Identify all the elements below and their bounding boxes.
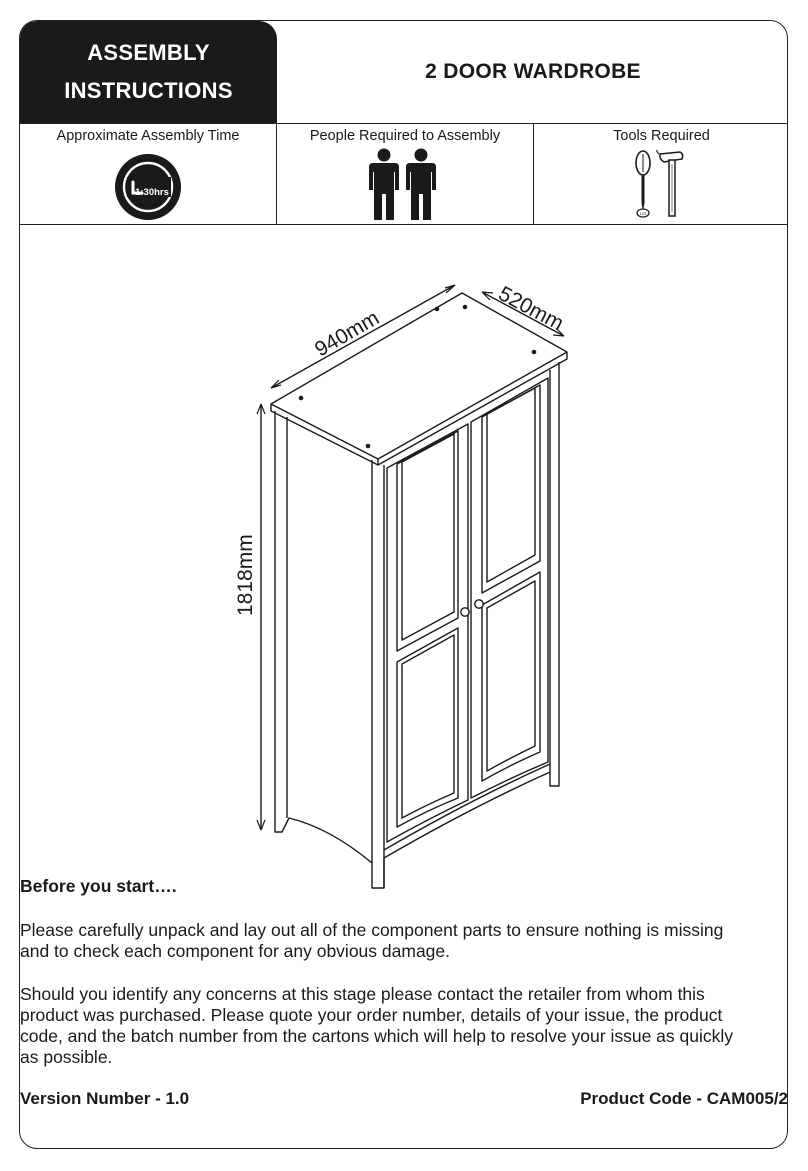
intro-paragraph-1: Please carefully unpack and lay out all of the component parts to ensure nothing is missing and to check each component for any obvious damage. [20, 920, 724, 961]
before-you-start-heading: Before you start…. [20, 876, 177, 896]
wardrobe-top [271, 293, 567, 465]
height-dimension-label: 1818mm [234, 534, 257, 616]
wardrobe-left-door [387, 424, 468, 842]
people-required-label: People Required to Assembly [309, 128, 501, 144]
badge-line-2: INSTRUCTIONS [64, 78, 233, 103]
version-number: Version Number - 1.0 [20, 1089, 190, 1108]
door-knob [475, 600, 483, 608]
svg-text:123: 123 [639, 211, 647, 216]
depth-dimension-label: 520mm [494, 282, 568, 336]
door-knob [461, 608, 469, 616]
clock-time-text: 1:30hrs [135, 187, 169, 198]
tools-required-label: Tools Required [613, 128, 710, 144]
assembly-time-label: Approximate Assembly Time [56, 128, 240, 144]
wardrobe-side-panel [275, 411, 384, 888]
width-dimension-label: 940mm [311, 306, 384, 362]
product-code: Product Code - CAM005/2 [580, 1089, 788, 1108]
badge-line-1: ASSEMBLY [87, 40, 210, 65]
intro-paragraph-2: Should you identify any concerns at this stage please contact the retailer from whom this product was purchased. Please quote your order number, details of your issue, the product code, and the batch number from the cartons which will help to resolve your issue as quickly as possible. [20, 984, 733, 1067]
product-title: 2 DOOR WARDROBE [425, 60, 641, 83]
